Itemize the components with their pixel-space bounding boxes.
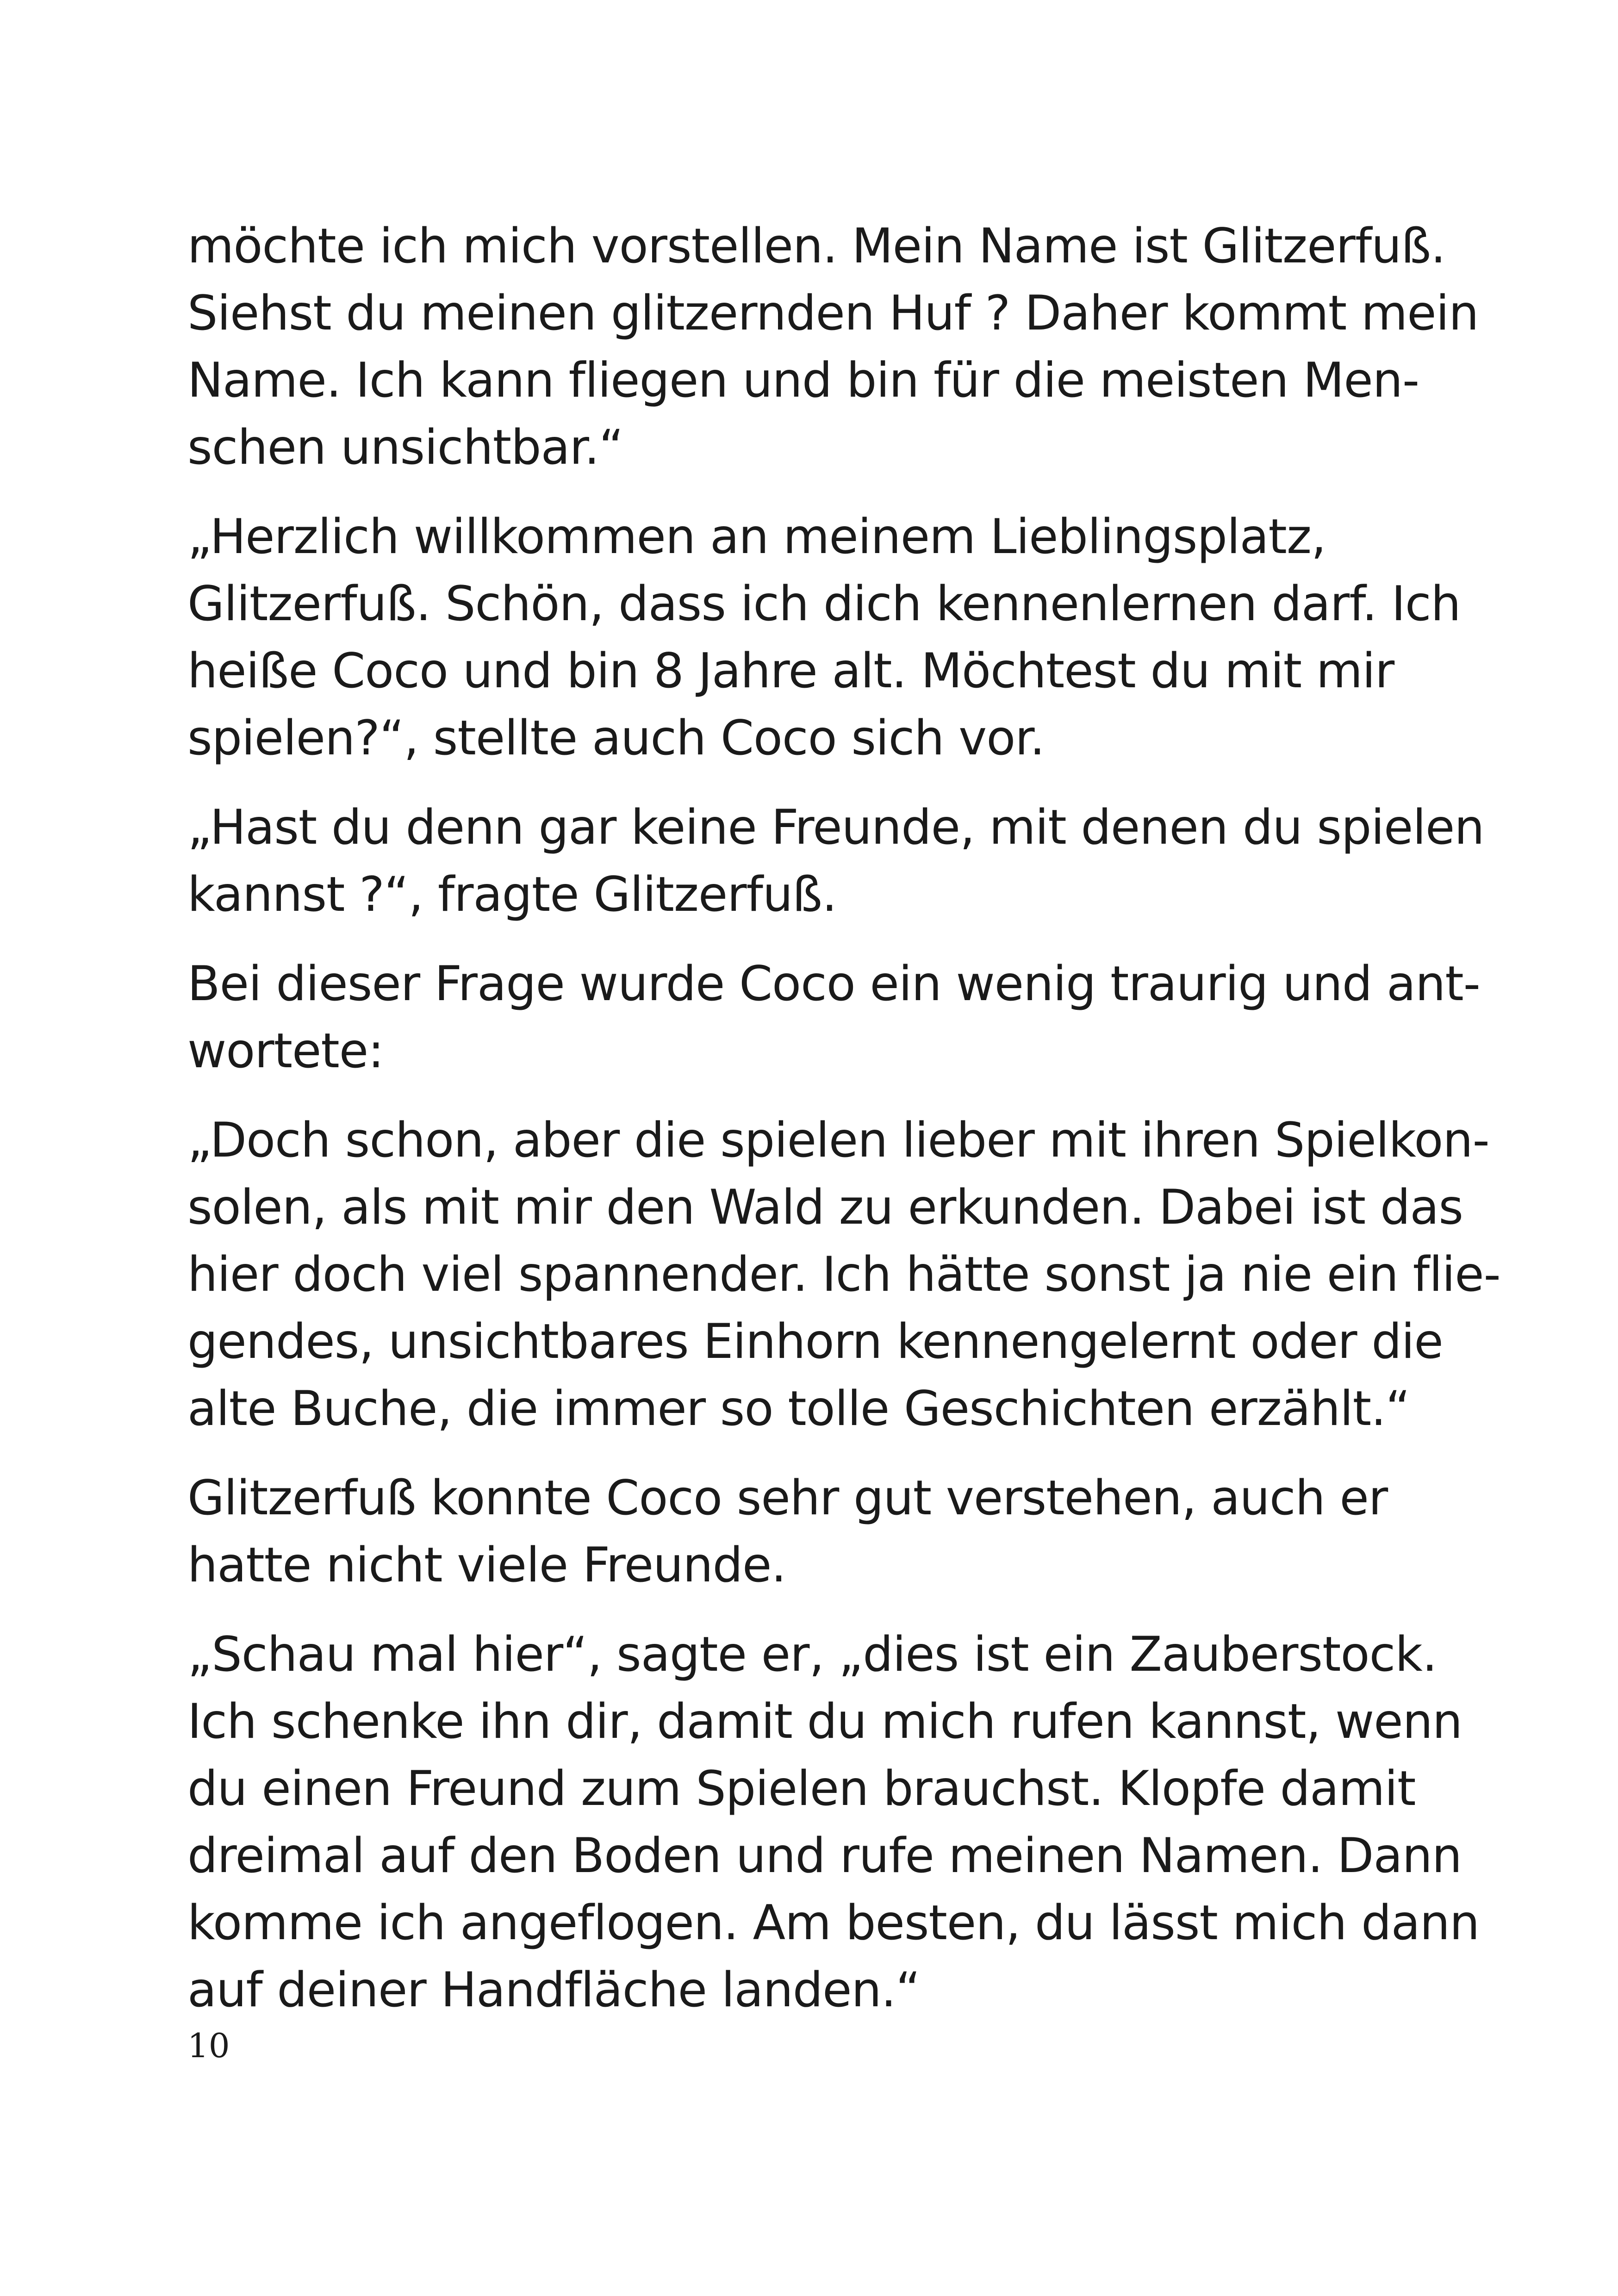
text-line: alte Buche, die immer so tolle Geschichten erzählt.“ (187, 1381, 1410, 1437)
text-line: Glitzerfuß konnte Coco sehr gut verstehen, auch er (187, 1470, 1388, 1526)
text-line: dreimal auf den Boden und rufe meinen Namen. Dann (187, 1828, 1462, 1884)
paragraph (187, 1621, 1480, 2024)
paragraph (187, 504, 1465, 772)
text-line: spielen?“, stellte auch Coco sich vor. (187, 710, 1045, 766)
text-line: „Herzlich willkommen an meinem Lieblingsplatz, (187, 509, 1326, 565)
body-text (187, 213, 1500, 2046)
text-line: hier doch viel spannender. Ich hätte sonst ja nie ein flie- (187, 1247, 1500, 1302)
text-line: kannst ?“, fragte Glitzerfuß. (187, 867, 837, 922)
text-line: möchte ich mich vorstellen. Mein Name ist Glitzerfuß. (187, 218, 1445, 274)
text-line: komme ich angeflogen. Am besten, du lässt mich dann (187, 1895, 1480, 1951)
text-line: solen, als mit mir den Wald zu erkunden. Dabei ist das (187, 1180, 1463, 1235)
text-line: gendes, unsichtbares Einhorn kennengelernt oder die (187, 1314, 1443, 1369)
paragraph (187, 1107, 1500, 1443)
text-line: wortete: (187, 1023, 384, 1079)
paragraph (187, 1465, 1465, 1599)
text-line: „Schau mal hier“, sagte er, „dies ist ein Zauberstock. (187, 1627, 1437, 1682)
text-line: Glitzerfuß. Schön, dass ich dich kennenlernen darf. Ich (187, 576, 1461, 632)
text-line: „Doch schon, aber die spielen lieber mit ihren Spielkon- (187, 1113, 1489, 1168)
text-line: Name. Ich kann fliegen und bin für die meisten Men- (187, 353, 1419, 408)
text-line: schen unsichtbar.“ (187, 420, 623, 475)
paragraph (187, 213, 1479, 481)
text-line: hatte nicht viele Freunde. (187, 1537, 786, 1593)
text-line: „Hast du denn gar keine Freunde, mit denen du spielen (187, 800, 1484, 855)
paragraph (187, 794, 1484, 928)
text-line: heiße Coco und bin 8 Jahre alt. Möchtest du mit mir (187, 643, 1394, 699)
paragraph (187, 951, 1480, 1085)
text-line: Siehst du meinen glitzernden Huf ? Daher kommt mein (187, 286, 1479, 341)
text-line: Ich schenke ihn dir, damit du mich rufen kannst, wenn (187, 1694, 1462, 1749)
text-line: Bei dieser Frage wurde Coco ein wenig traurig und ant- (187, 956, 1480, 1012)
page-number: 10 (187, 2026, 230, 2065)
text-line: du einen Freund zum Spielen brauchst. Klopfe damit (187, 1761, 1416, 1817)
text-line: auf deiner Handfläche landen.“ (187, 1962, 920, 2018)
